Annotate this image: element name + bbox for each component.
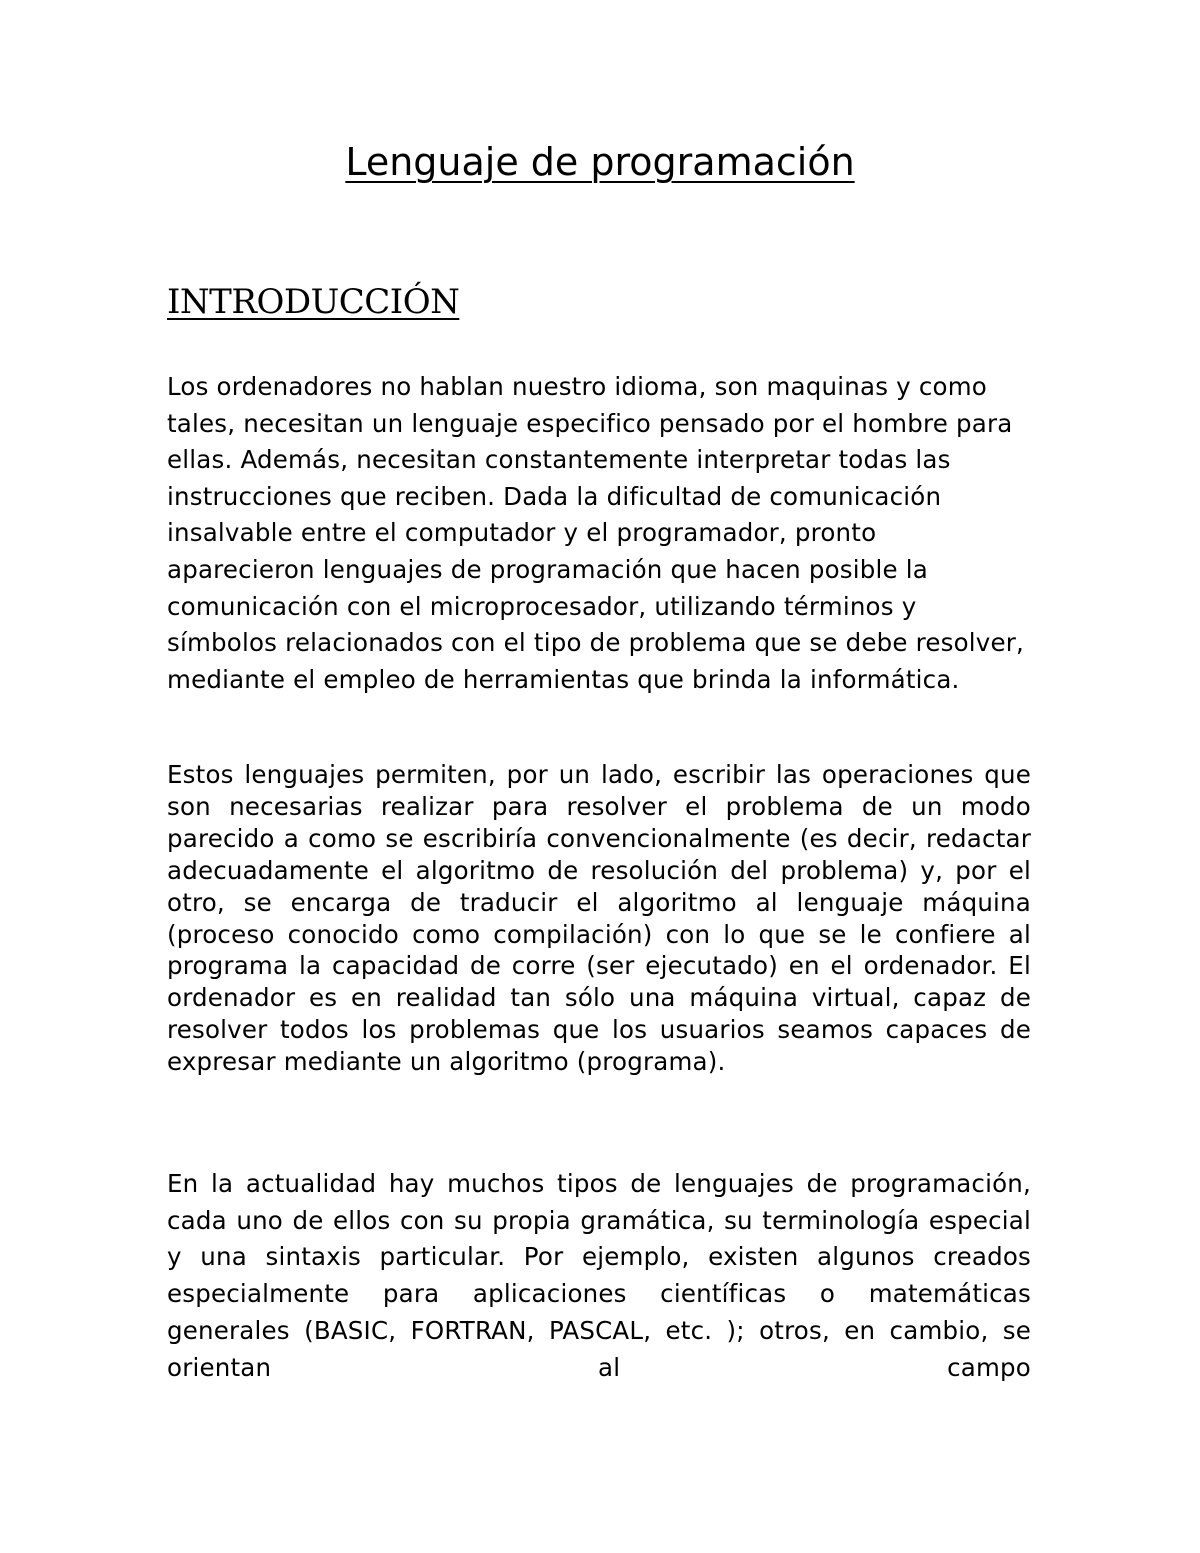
section-heading-introduccion: INTRODUCCIÓN: [167, 282, 460, 322]
page-title: Lenguaje de programación: [345, 140, 855, 184]
paragraph-2: Estos lenguajes permiten, por un lado, escribir las operaciones que son necesarias realizar para resolver el problema de un modo parecido a como se escribiría convencionalmente (es decir, redactar adecuadamente el algoritmo de resolución del problema) y, por el otro, se encarga de traducir el algoritmo al lenguaje máquina (proceso conocido como compilación) con lo que se le confiere al programa la capacidad de corre (ser ejecutado) en el ordenador. El ordenador es en realidad tan sólo una máquina virtual, capaz de resolver todos los problemas que los usuarios seamos capaces de expresar mediante un algoritmo (programa).: [167, 760, 1031, 1077]
paragraph-3: En la actualidad hay muchos tipos de lenguajes de programación, cada uno de ellos con su propia gramática, su terminología especial y una sintaxis particular. Por ejemplo, existen algunos creados especialmente para aplicaciones científicas o matemáticas generales (BASIC, FORTRAN, PASCAL, etc. ); otros, en cambio, se orientan al campo: [167, 1169, 1031, 1382]
paragraph-1: Los ordenadores no hablan nuestro idioma, son maquinas y como tales, necesitan un lenguaje especifico pensado por el hombre para ellas. Además, necesitan constantemente interpretar todas las instrucciones que reciben. Dada la dificultad de comunicación insalvable entre el computador y el programador, pronto aparecieron lenguajes de programación que hacen posible la comunicación con el microprocesador, utilizando términos y símbolos relacionados con el tipo de problema que se debe resolver, mediante el empleo de herramientas que brinda la informática.: [167, 372, 1025, 694]
